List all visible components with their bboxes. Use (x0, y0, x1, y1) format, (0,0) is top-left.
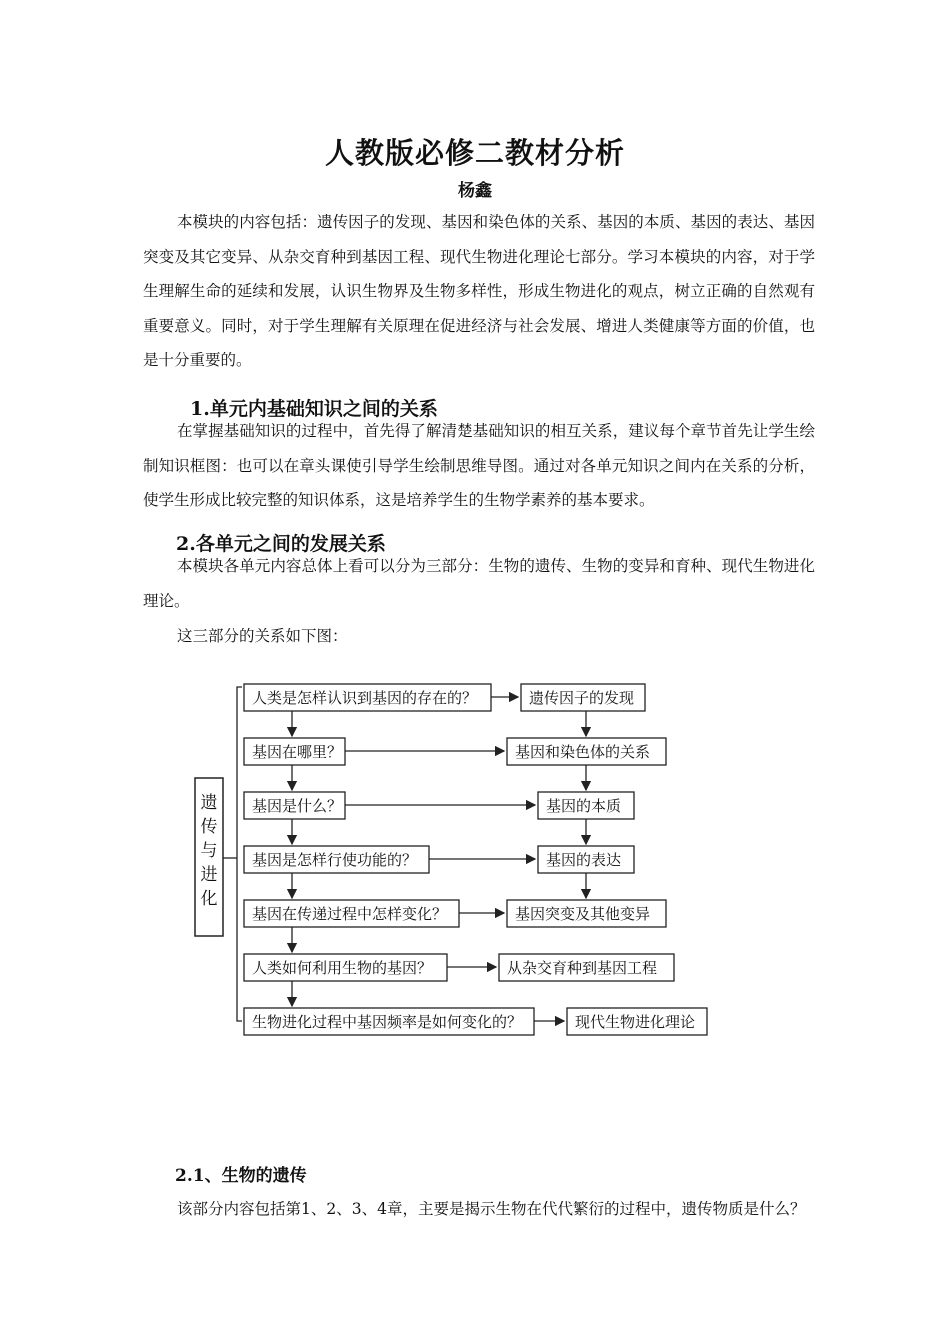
topic-box-7 (567, 1008, 707, 1035)
section21-heading: 2.1、生物的遗传 (175, 1166, 307, 1186)
topic-box-4 (538, 846, 634, 873)
author-name: 杨鑫 (458, 181, 492, 201)
page-title: 人教版必修二教材分析 (324, 136, 625, 170)
topic-box-1 (521, 684, 645, 711)
question-box-4 (244, 846, 429, 873)
topic-box-6 (499, 954, 674, 981)
section2-text: 本模块各单元内容总体上看可以分为三部分：生物的遗传、生物的变异和育种、现代生物进化理论。 (143, 557, 815, 610)
svg-text:基因在哪里？: 基因在哪里？ (252, 743, 343, 761)
intro-text: 本模块的内容包括：遗传因子的发现、基因和染色体的关系、基因的本质、基因的表达、基因突变及其它变异、从杂交育种到基因工程、现代生物进化理论七部分。学习本模块的内容，对于学生理解生命的延续和发展，认识生物界及生物多样性，形成生物进化的观点，树立正确的自然观有重要意义。同时，对于学生理解有关原理在促进经济与社会发展、增进人类健康等方面的价值，也是十分重要的。 (143, 213, 815, 370)
svg-text:生物进化过程中基因频率是如何变化的？: 生物进化过程中基因频率是如何变化的？ (252, 1013, 523, 1031)
svg-text:基因的表达: 基因的表达 (546, 851, 622, 869)
topic-box-2 (507, 738, 666, 765)
question-box-5 (244, 900, 459, 927)
svg-text:人类是怎样认识到基因的存在的？: 人类是怎样认识到基因的存在的？ (252, 689, 478, 707)
question-box-2 (244, 738, 345, 765)
topic-box-3 (538, 792, 634, 819)
svg-text:基因是什么？: 基因是什么？ (252, 797, 343, 815)
svg-text:基因和染色体的关系: 基因和染色体的关系 (515, 743, 651, 761)
svg-text:遗传因子的发现: 遗传因子的发现 (529, 689, 635, 707)
svg-text:人类如何利用生物的基因？: 人类如何利用生物的基因？ (252, 959, 433, 977)
question-box-3 (244, 792, 345, 819)
section21-text: 该部分内容包括第1、2、3、4章，主要是揭示生物在代代繁衍的过程中，遗传物质是什么？ (177, 1200, 806, 1218)
section2-heading: 2.各单元之间的发展关系 (176, 533, 386, 555)
svg-text:从杂交育种到基因工程: 从杂交育种到基因工程 (507, 959, 658, 977)
svg-text:基因是怎样行使功能的？: 基因是怎样行使功能的？ (252, 851, 418, 869)
svg-text:基因在传递过程中怎样变化？: 基因在传递过程中怎样变化？ (252, 905, 448, 923)
question-box-7 (244, 1008, 534, 1035)
section1-text: 在掌握基础知识的过程中，首先得了解清楚基础知识的相互关系，建议每个章节首先让学生绘制知识框图：也可以在章头课使引导学生绘制思维导图。通过对各单元知识之间内在关系的分析，使学生形成比较完整的知识体系，这是培养学生的生物学素养的基本要求。 (143, 422, 815, 510)
svg-text:基因突变及其他变异: 基因突变及其他变异 (515, 905, 651, 923)
left-bracket (237, 687, 242, 1021)
root-label: 遗传与进化 (200, 793, 218, 909)
topic-box-5 (507, 900, 666, 927)
section2-line2: 这三部分的关系如下图： (177, 627, 348, 645)
section1-heading: 1.单元内基础知识之间的关系 (190, 398, 438, 420)
svg-text:基因的本质: 基因的本质 (546, 797, 622, 815)
question-box-6 (244, 954, 447, 981)
svg-text:现代生物进化理论: 现代生物进化理论 (575, 1013, 696, 1031)
question-box-1 (244, 684, 491, 711)
